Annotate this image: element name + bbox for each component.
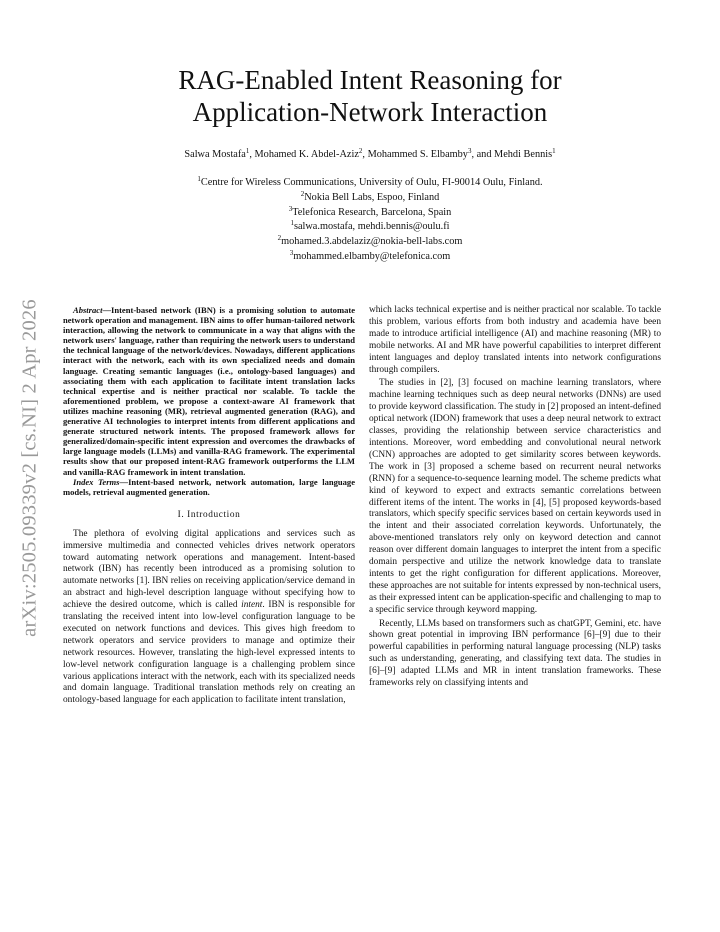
abstract bbox=[63, 305, 355, 497]
affil-text: Telefonica Research, Barcelona, Spain bbox=[292, 206, 452, 218]
title-line-1: RAG-Enabled Intent Reasoning for bbox=[178, 65, 562, 95]
abstract-label: Abstract bbox=[73, 305, 103, 315]
abstract-paragraph bbox=[63, 305, 355, 477]
intro-paragraph-2: The studies in [2], [3] focused on machine learning translators, where machine learning techniques such as deep neural networks (DNNs) are used to provide keyword classification. The study in [2] proposed an intent-defined optical network (IDON) framework that uses a deep neural network to extract classes, providing the relationship between service characteristics and intentions. Moreover, word embedding and convolutional neural network (CNN) approaches are adopted to get similarity scores between keywords. The work in [3] proposed a scheme based on recurrent neural networks (RNN) for a sequence-to-sequence learning model. The scheme predicts what kind of keyword to expect and extracts semantic correlations between different items of the intent. The works in [4], [5] proposed keywords-based translators, which specify specific services based on certain keywords used in the intent and their associated correlation keywords. Unfortunately, the above-mentioned translators rely only on keyword detection and cannot reason over different domain languages to interpret the intent from a specific domain perspective and utilize the network knowledge data to translate intents to get the right configuration for different applications. Moreover, these approaches are not suitable for intents expressed by non-technical users, as their expressed intent can be application-specific and challenging to map to a specific service through keyword mapping. bbox=[369, 378, 661, 615]
intro-text: . IBN is responsible for translating the received intent into low-level configuration language to be executed on network functions and devices. This gives high freedom to network operators and service providers to manage and optimize their network resources. However, translating the high-level expressed intents to low-level network configuration language is a challenging problem since various applications interact with the network, each with its specialized needs and domain language. Traditional translation methods rely on creating an ontology-based language for each application to facilitate intent translation, bbox=[63, 600, 355, 706]
author-affil-mark: 1 bbox=[552, 147, 556, 155]
author-name: Mohammed S. Elbamby bbox=[367, 149, 468, 160]
title-line-2: Application-Network Interaction bbox=[192, 97, 548, 127]
index-terms-text: —Intent-based network, network automation, large language models, retrieval augmented generation. bbox=[63, 476, 356, 497]
affil-mark: 1 bbox=[290, 219, 294, 228]
intro-paragraph-1 bbox=[63, 529, 355, 708]
author-name: Salwa Mostafa bbox=[184, 149, 246, 160]
author-affil-mark: 1 bbox=[245, 147, 250, 155]
affil-mark: 1 bbox=[197, 175, 201, 183]
affil-text: Centre for Wireless Communications, University of Oulu, FI-90014 Oulu, Finland. bbox=[200, 177, 543, 188]
arxiv-identifier: arXiv:2505.09339v2 [cs.NI] 2 Apr 2026 bbox=[18, 299, 41, 637]
abstract-text: —Intent-based network (IBN) is a promising solution to automate network operation and management. IBN aims to offer human-tailored network interaction, allowing the network to communicate in a way that aligns with the network users' language, rather than requiring the network users to understand the technical language of the network/devices. Nowadays, different applications interact with the network, each with its own specialized needs and domain language. Creating semantic languages (i.e., ontology-based languages) and associating them with each application to facilitate intent translation lacks technical expertise and is neither practical nor scalable. To tackle the aforementioned problem, we propose a context-aware AI framework that utilizes machine reasoning (MR), retrieval augmented generation (RAG), and generative AI technologies to interpret intents from different applications and generate structured network intents. The proposed framework allows for generalized/domain-specific intent expression and overcomes the drawbacks of large language models (LLMs) and vanilla-RAG framework. The experimental results show that our proposed intent-RAG framework outperforms the LLM and vanilla-RAG framework in intent translation. bbox=[63, 305, 355, 477]
affil-mark: 3 bbox=[288, 204, 293, 213]
affil-mark: 2 bbox=[277, 234, 282, 243]
affiliation-list bbox=[80, 176, 660, 265]
index-terms bbox=[63, 477, 355, 497]
section-heading: I. Introduction bbox=[177, 509, 241, 520]
affil-text: Nokia Bell Labs, Espoo, Finland bbox=[304, 191, 440, 203]
author-name: Mohamed K. Abdel-Aziz bbox=[254, 149, 359, 160]
right-column bbox=[369, 305, 661, 690]
author-list: Salwa Mostafa$^1$, Mohamed K. Abdel-Aziz$^2$, Mohammed S. Elbamby$^3$, and Mehdi Bennis$^1$ bbox=[184, 147, 556, 160]
intro-body bbox=[63, 529, 355, 708]
email-line bbox=[80, 250, 660, 265]
email-line bbox=[80, 235, 660, 250]
affiliation-line bbox=[80, 206, 660, 221]
paper-title bbox=[80, 64, 660, 128]
affiliation-line bbox=[80, 176, 660, 191]
author-affil-mark: 2 bbox=[358, 147, 363, 155]
arxiv-identifier-stamp bbox=[10, 268, 50, 668]
author-name: Mehdi Bennis bbox=[494, 149, 553, 160]
email-text: mohamed.3.abdelaziz@nokia-bell-labs.com bbox=[281, 236, 463, 248]
affil-mark: 3 bbox=[289, 248, 294, 257]
affiliation-line bbox=[80, 191, 660, 206]
intro-paragraph-continued: which lacks technical expertise and is neither practical nor scalable. To tackle this problem, various efforts from both industry and academia have been made to introduce artificial intelligence (AI) and machine reasoning (MR) to mobile networks. AI and MR have powerful capabilities to interpret different intent languages and deploy translated intents into network configurations through compilers. bbox=[369, 305, 661, 375]
affil-mark: 2 bbox=[300, 189, 305, 198]
email-line bbox=[80, 220, 660, 235]
intro-italic-term: intent bbox=[241, 600, 263, 611]
intro-text: The plethora of evolving digital applications and services such as immersive multimedia and connected vehicles drives network operators toward automating network operations and management. Intent-based network (IBN) has recently been introduced as a promising solution to automate networks [1]. IBN relies on receiving application/service demand in an abstract and high-level description language without specifying how to achieve the desired outcome, which is called bbox=[63, 528, 355, 611]
email-text: mohammed.elbamby@telefonica.com bbox=[293, 250, 451, 262]
index-terms-label: Index Terms bbox=[73, 476, 120, 487]
left-column bbox=[63, 305, 355, 707]
author-affil-mark: 3 bbox=[467, 147, 472, 155]
intro-paragraph-3: Recently, LLMs based on transformers such as chatGPT, Gemini, etc. have shown great potential in improving IBN performance [6]–[9] due to their powerful capabilities in performing natural language processing (NLP) tasks such as understanding, generating, and classifying text data. The studies in [6]–[9] adapted LLMs and MR in intent translation frameworks. These frameworks rely on classifying intents and bbox=[369, 618, 661, 689]
email-text: salwa.mostafa, mehdi.bennis@oulu.fi bbox=[293, 221, 450, 233]
